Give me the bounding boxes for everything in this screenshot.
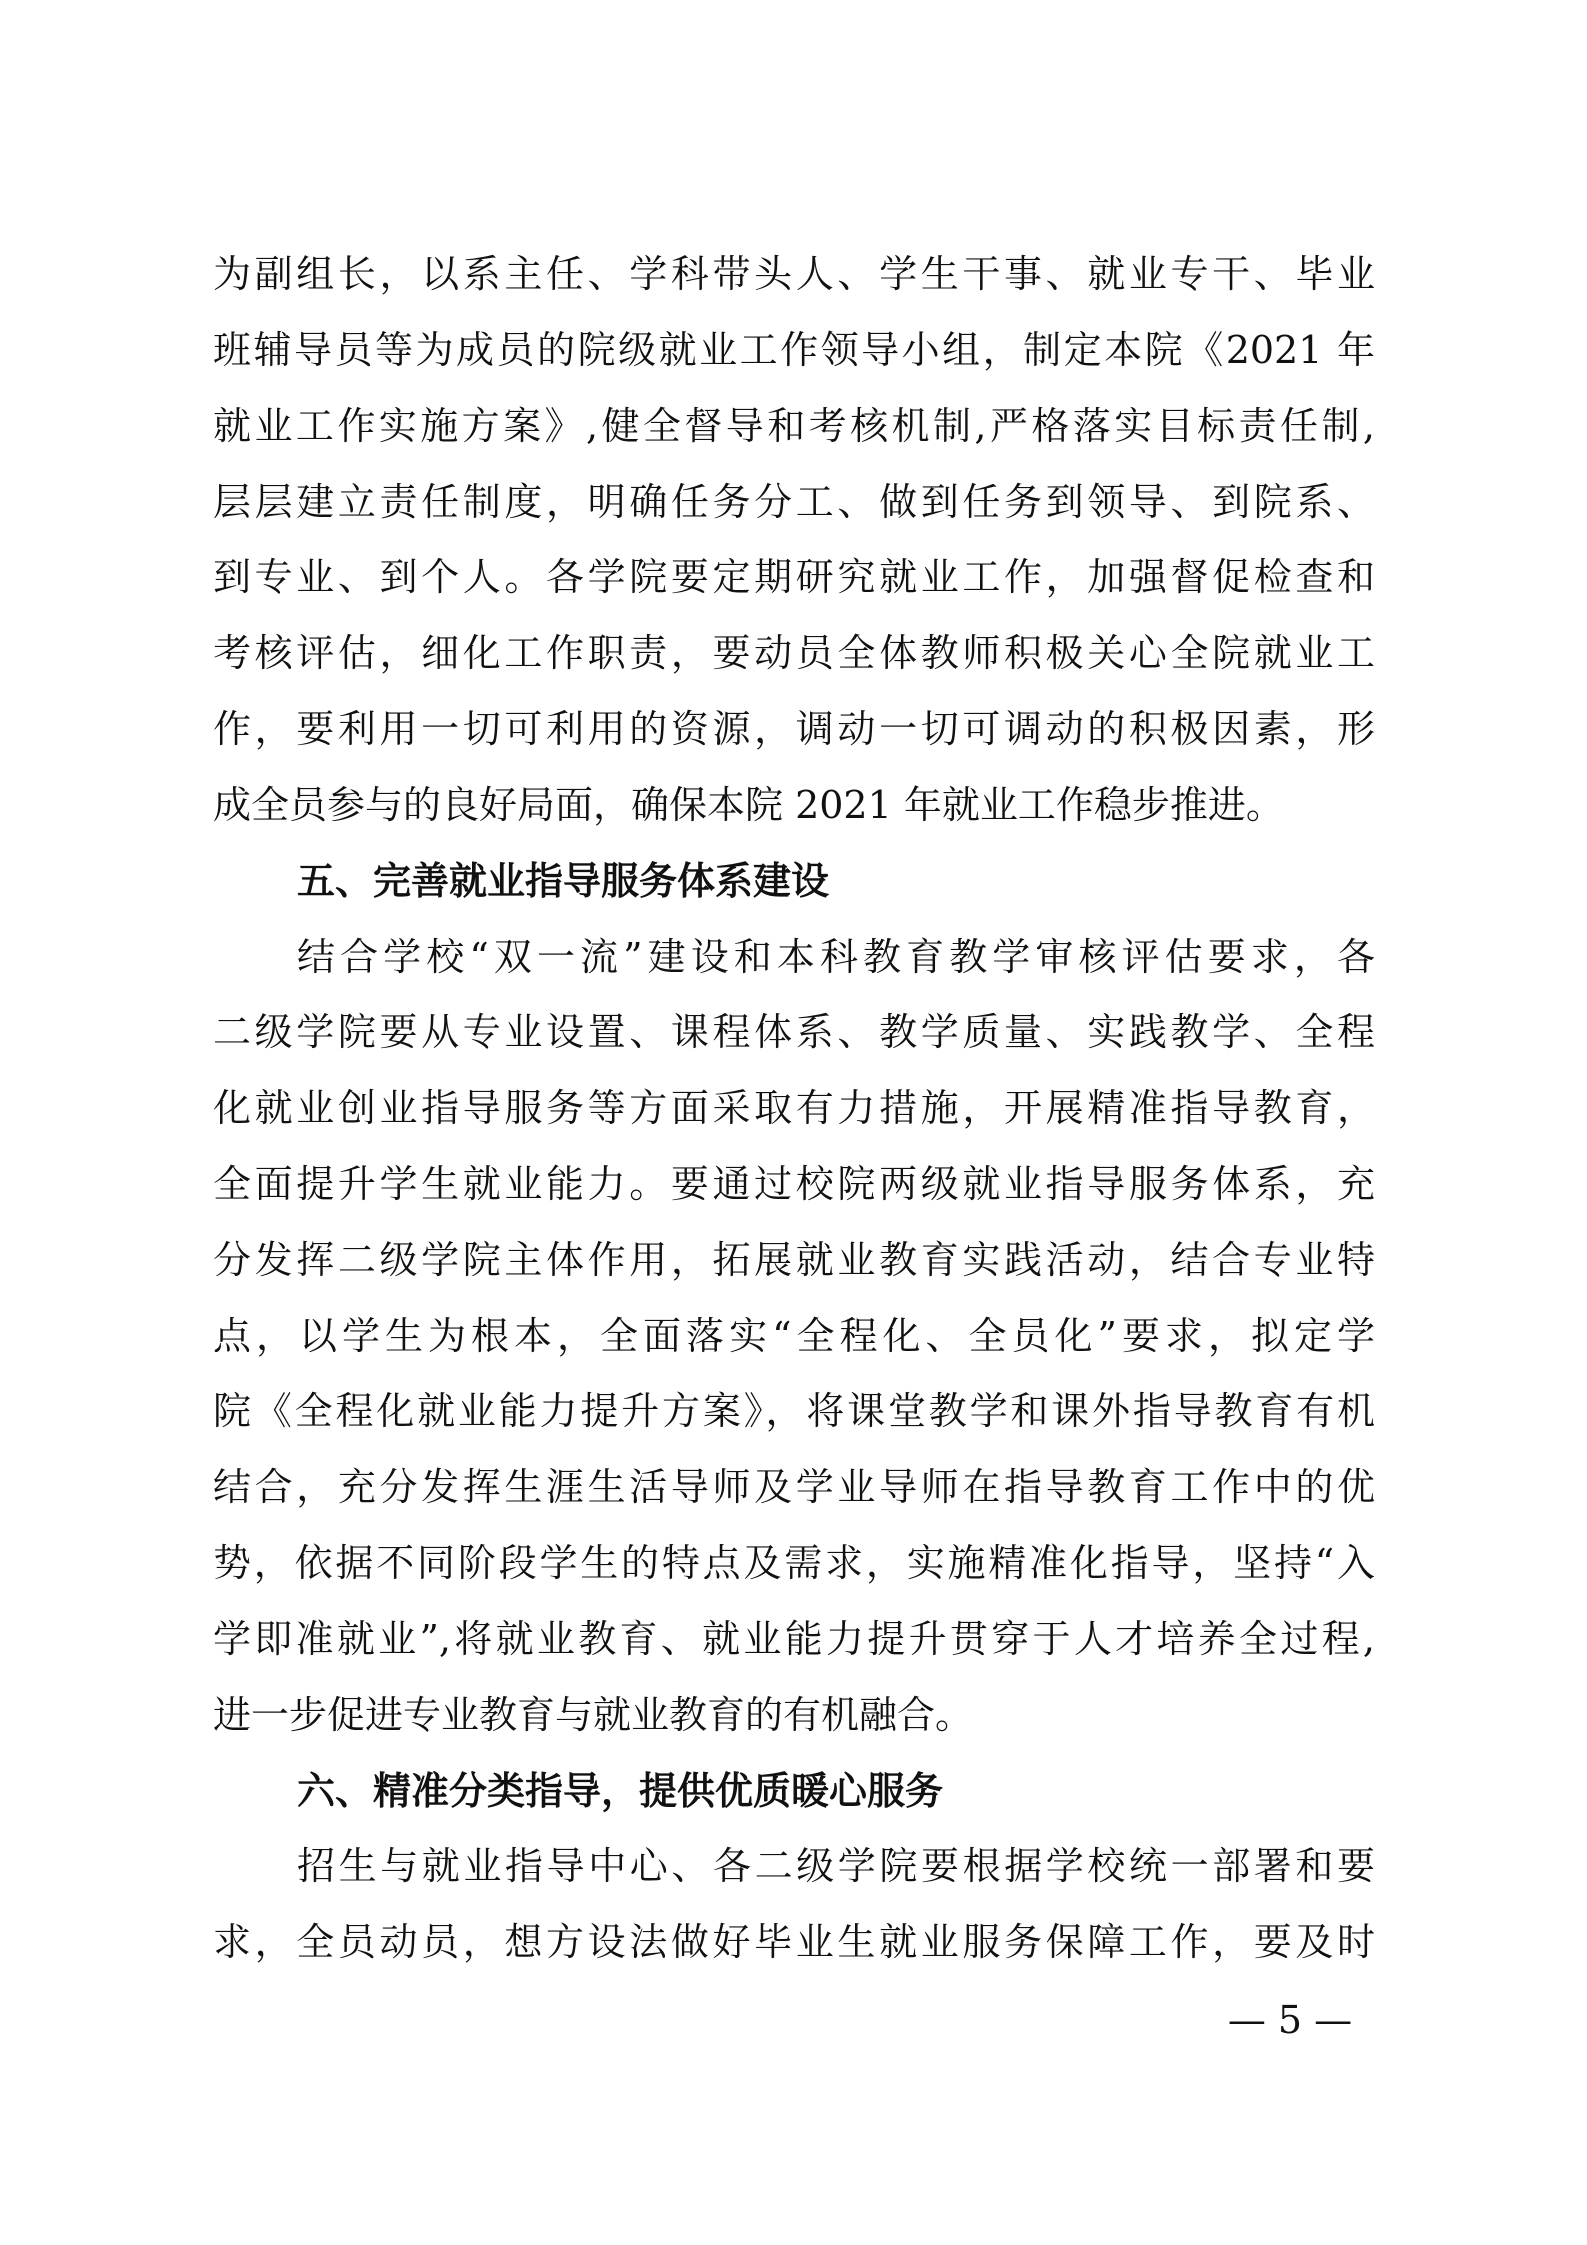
paragraph-line: 招生与就业指导中心、各二级学院要根据学校统一部署和要 (297, 1844, 1375, 1888)
paragraph-line: 院《全程化就业能力提升方案》，将课堂教学和课外指导教育有机 (213, 1389, 1375, 1433)
paragraph-line: 化就业创业指导服务等方面采取有力措施，开展精准指导教育， (213, 1086, 1375, 1130)
section-heading-5: 五、完善就业指导服务体系建设 (297, 859, 830, 903)
paragraph-line: 班辅导员等为成员的院级就业工作领导小组，制定本院《2021 年 (213, 328, 1375, 372)
paragraph-line: 二级学院要从专业设置、课程体系、教学质量、实践教学、全程 (213, 1010, 1375, 1054)
paragraph-line: 全面提升学生就业能力。要通过校院两级就业指导服务体系，充 (213, 1162, 1375, 1206)
paragraph-line: 为副组长，以系主任、学科带头人、学生干事、就业专干、毕业 (213, 252, 1375, 296)
page-number: — 5 — (1227, 1998, 1353, 2042)
section-heading-6: 六、精准分类指导，提供优质暖心服务 (297, 1769, 944, 1813)
paragraph-line: 作，要利用一切可利用的资源，调动一切可调动的积极因素，形 (213, 707, 1375, 751)
paragraph-line: 进一步促进专业教育与就业教育的有机融合。 (213, 1693, 974, 1737)
paragraph-line: 点，以学生为根本，全面落实“全程化、全员化”要求，拟定学 (213, 1314, 1375, 1358)
paragraph-line: 求，全员动员，想方设法做好毕业生就业服务保障工作，要及时 (213, 1920, 1375, 1964)
paragraph-line: 就业工作实施方案》,健全督导和考核机制,严格落实目标责任制, (213, 404, 1375, 448)
paragraph-line: 结合，充分发挥生涯生活导师及学业导师在指导教育工作中的优 (213, 1465, 1375, 1509)
paragraph-line: 结合学校“双一流”建设和本科教育教学审核评估要求，各 (297, 935, 1375, 979)
paragraph-line: 势，依据不同阶段学生的特点及需求，实施精准化指导，坚持“入 (213, 1541, 1375, 1585)
paragraph-line: 分发挥二级学院主体作用，拓展就业教育实践活动，结合专业特 (213, 1238, 1375, 1282)
paragraph-line: 考核评估，细化工作职责，要动员全体教师积极关心全院就业工 (213, 631, 1375, 675)
paragraph-line: 学即准就业”,将就业教育、就业能力提升贯穿于人才培养全过程, (213, 1617, 1375, 1661)
paragraph-line: 层层建立责任制度，明确任务分工、做到任务到领导、到院系、 (213, 480, 1375, 524)
paragraph-line: 到专业、到个人。各学院要定期研究就业工作，加强督促检查和 (213, 555, 1375, 599)
paragraph-line: 成全员参与的良好局面，确保本院 2021 年就业工作稳步推进。 (213, 783, 1284, 827)
